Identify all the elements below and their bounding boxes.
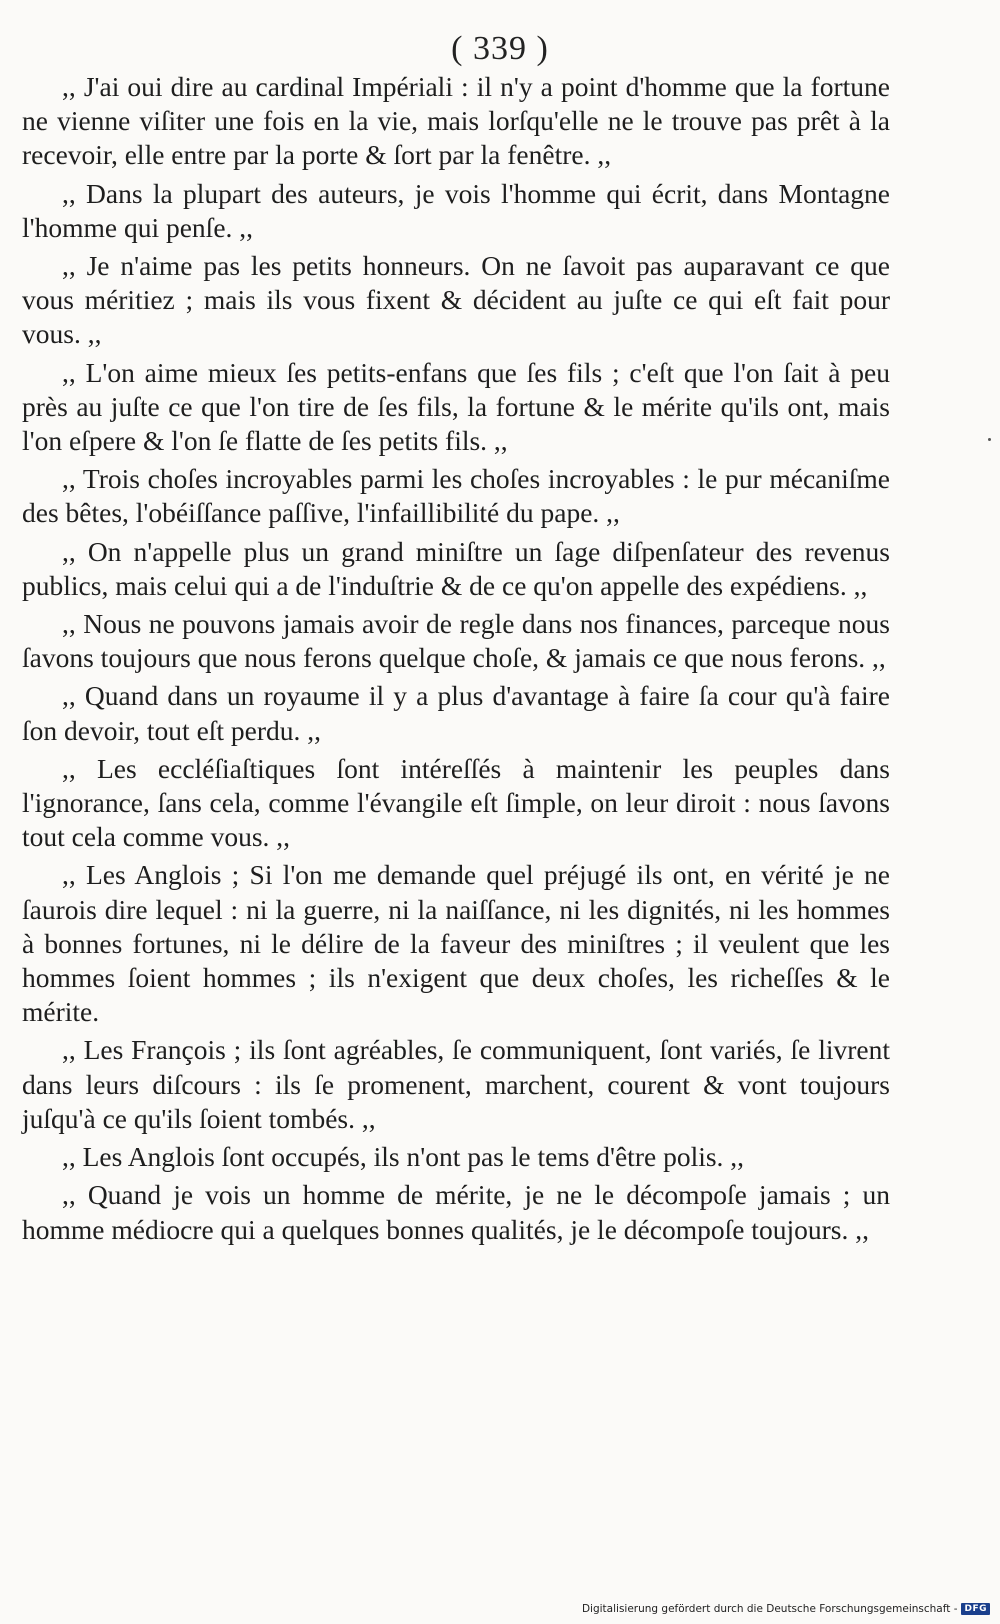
paragraph-3: ,, Je n'aime pas les petits honneurs. On ne ſavoit pas auparavant ce que vous méritiez ; mais ils vous fixent & décident au juſte ce qui eſt fait pour vous. ,, (22, 250, 890, 350)
paragraph-10: ,, Les Anglois ; Si l'on me demande quel préjugé ils ont, en vérité je ne ſaurois dire lequel : ni la guerre, ni la naiſſance, ni les dignités, ni les hommes à bonnes fortunes, ni le délire de la faveur des miniſtres ; il veulent que les hommes ſoient hommes ; ils n'exigent que deux choſes, les richeſſes & le mérite. (22, 859, 890, 1028)
text-block (22, 70, 890, 1251)
paragraph-8: ,, Quand dans un royaume il y a plus d'avantage à faire ſa cour qu'à faire ſon devoir, tout eſt perdu. ,, (22, 680, 890, 746)
paragraph-9: ,, Les eccléſiaſtiques ſont intéreſſés à maintenir les peuples dans l'ignorance, ſans cela, comme l'évangile eſt ſimple, on leur diroit : nous ſavons tout cela comme vous. ,, (22, 752, 890, 853)
paragraph-7: ,, Nous ne pouvons jamais avoir de regle dans nos finances, parceque nous ſavons toujours que nous ferons quelque choſe, & jamais ce que nous ferons. ,, (22, 608, 890, 674)
paragraph-12: ,, Les Anglois ſont occupés, ils n'ont pas le tems d'être polis. ,, (62, 1141, 745, 1173)
scan-speck (988, 438, 991, 441)
digitization-credit-text: Digitalisierung gefördert durch die Deutsche Forschungsgemeinschaft - (581, 1603, 958, 1615)
digitization-credit (582, 1600, 990, 1618)
paragraph-1: ,, J'ai oui dire au cardinal Impériali : il n'y a point d'homme que la fortune ne vienne viſiter une fois en la vie, mais lorſqu'elle ne le trouve pas prêt à la recevoir, elle entre par la porte & ſort par la fenêtre. ,, (22, 71, 890, 171)
paragraph-5: ,, Trois choſes incroyables parmi les choſes incroyables : le pur mécaniſme des bêtes, l'obéiſſance paſſive, l'infaillibilité du pape. ,, (22, 463, 890, 529)
page-number: ( 339 ) (451, 30, 549, 67)
paragraph-13: ,, Quand je vois un homme de mérite, je ne le décompoſe jamais ; un homme médiocre qui a quelques bonnes qualités, je le décompoſe toujours. ,, (22, 1179, 890, 1245)
paragraph-6: ,, On n'appelle plus un grand miniſtre un ſage diſpenſateur des revenus publics, mais celui qui a de l'induſtrie & de ce qu'on appelle des expédiens. ,, (22, 535, 890, 601)
paragraph-2: ,, Dans la plupart des auteurs, je vois l'homme qui écrit, dans Montagne l'homme qui penſe. ,, (22, 177, 890, 243)
paragraph-11: ,, Les François ; ils ſont agréables, ſe communiquent, ſont variés, ſe livrent dans leurs diſcours : ils ſe promenent, marchent, courent & vont toujours juſqu'à ce qu'ils ſoient tombés. ,, (22, 1034, 890, 1134)
dfg-logo: DFG (961, 1603, 990, 1615)
paragraph-4: ,, L'on aime mieux ſes petits-enfans que ſes fils ; c'eſt que l'on ſait à peu près au juſte ce que l'on tire de ſes fils, la fortune & le mérite qu'ils ont, mais l'on eſpere & l'on ſe flatte de ſes petits fils. ,, (22, 356, 890, 457)
